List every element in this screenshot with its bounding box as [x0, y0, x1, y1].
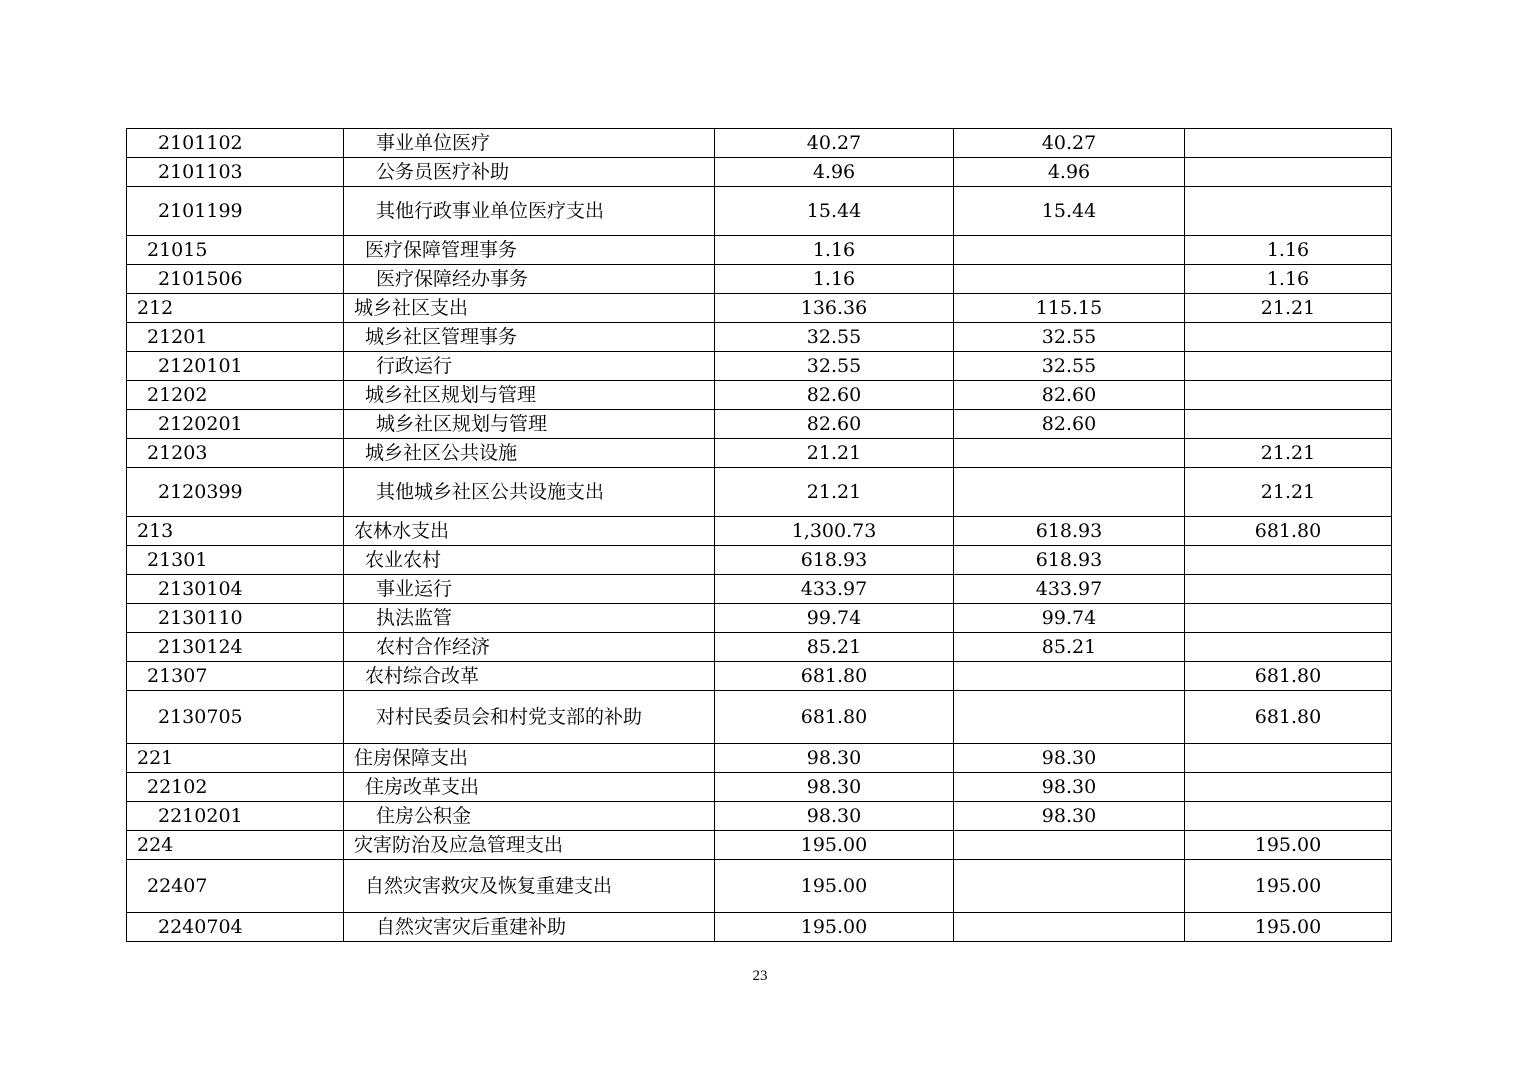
basic-expenditure-cell: 115.15 [954, 294, 1185, 323]
table-row [127, 158, 1392, 187]
table-row [127, 546, 1392, 575]
subject-name-cell: 其他行政事业单位医疗支出 [344, 187, 715, 236]
basic-expenditure-cell: 4.96 [954, 158, 1185, 187]
subject-code-cell: 2240704 [127, 913, 344, 942]
subject-code-cell: 2130104 [127, 575, 344, 604]
subject-name-cell: 对村民委员会和村党支部的补助 [344, 691, 715, 744]
subject-name-cell: 农林水支出 [344, 517, 715, 546]
subject-code-cell: 21301 [127, 546, 344, 575]
subject-code-cell: 2101102 [127, 129, 344, 158]
project-expenditure-cell [1185, 546, 1392, 575]
subject-code-cell: 2130705 [127, 691, 344, 744]
subject-name-cell: 其他城乡社区公共设施支出 [344, 468, 715, 517]
subject-code-cell: 2120399 [127, 468, 344, 517]
subject-code-cell: 2101506 [127, 265, 344, 294]
project-expenditure-cell: 195.00 [1185, 831, 1392, 860]
basic-expenditure-cell [954, 913, 1185, 942]
project-expenditure-cell [1185, 187, 1392, 236]
basic-expenditure-cell: 82.60 [954, 381, 1185, 410]
subject-name-cell: 自然灾害灾后重建补助 [344, 913, 715, 942]
subject-code-cell: 21307 [127, 662, 344, 691]
subject-code-cell: 2130110 [127, 604, 344, 633]
subject-code-cell: 21203 [127, 439, 344, 468]
subject-name-cell: 医疗保障管理事务 [344, 236, 715, 265]
subject-name-cell: 住房保障支出 [344, 744, 715, 773]
basic-expenditure-cell: 40.27 [954, 129, 1185, 158]
subject-code-cell: 21015 [127, 236, 344, 265]
subject-name-cell: 事业单位医疗 [344, 129, 715, 158]
total-amount-cell: 136.36 [715, 294, 954, 323]
subject-code-cell: 212 [127, 294, 344, 323]
basic-expenditure-cell [954, 439, 1185, 468]
basic-expenditure-cell [954, 662, 1185, 691]
project-expenditure-cell: 1.16 [1185, 265, 1392, 294]
basic-expenditure-cell [954, 468, 1185, 517]
project-expenditure-cell: 21.21 [1185, 294, 1392, 323]
project-expenditure-cell [1185, 381, 1392, 410]
subject-code-cell: 2120101 [127, 352, 344, 381]
subject-code-cell: 22407 [127, 860, 344, 913]
total-amount-cell: 1.16 [715, 265, 954, 294]
subject-code-cell: 224 [127, 831, 344, 860]
project-expenditure-cell: 681.80 [1185, 691, 1392, 744]
subject-code-cell: 221 [127, 744, 344, 773]
table-row [127, 913, 1392, 942]
basic-expenditure-cell: 98.30 [954, 744, 1185, 773]
subject-name-cell: 城乡社区管理事务 [344, 323, 715, 352]
table-row [127, 517, 1392, 546]
total-amount-cell: 1.16 [715, 236, 954, 265]
total-amount-cell: 4.96 [715, 158, 954, 187]
basic-expenditure-cell: 98.30 [954, 773, 1185, 802]
basic-expenditure-cell: 85.21 [954, 633, 1185, 662]
subject-name-cell: 住房公积金 [344, 802, 715, 831]
project-expenditure-cell [1185, 352, 1392, 381]
table-row [127, 773, 1392, 802]
total-amount-cell: 1,300.73 [715, 517, 954, 546]
subject-name-cell: 执法监管 [344, 604, 715, 633]
table-row [127, 381, 1392, 410]
table-row [127, 662, 1392, 691]
total-amount-cell: 681.80 [715, 662, 954, 691]
subject-name-cell: 城乡社区规划与管理 [344, 410, 715, 439]
project-expenditure-cell [1185, 802, 1392, 831]
basic-expenditure-cell [954, 860, 1185, 913]
table-row [127, 744, 1392, 773]
total-amount-cell: 32.55 [715, 323, 954, 352]
table-row [127, 860, 1392, 913]
table-row [127, 439, 1392, 468]
subject-name-cell: 自然灾害救灾及恢复重建支出 [344, 860, 715, 913]
project-expenditure-cell: 681.80 [1185, 517, 1392, 546]
table-row [127, 236, 1392, 265]
subject-code-cell: 2101199 [127, 187, 344, 236]
subject-name-cell: 农村综合改革 [344, 662, 715, 691]
total-amount-cell: 98.30 [715, 773, 954, 802]
project-expenditure-cell: 21.21 [1185, 439, 1392, 468]
total-amount-cell: 681.80 [715, 691, 954, 744]
subject-code-cell: 21202 [127, 381, 344, 410]
total-amount-cell: 99.74 [715, 604, 954, 633]
project-expenditure-cell [1185, 744, 1392, 773]
table-row [127, 352, 1392, 381]
basic-expenditure-cell [954, 691, 1185, 744]
subject-code-cell: 213 [127, 517, 344, 546]
total-amount-cell: 85.21 [715, 633, 954, 662]
project-expenditure-cell: 21.21 [1185, 468, 1392, 517]
table-row [127, 802, 1392, 831]
project-expenditure-cell [1185, 410, 1392, 439]
table-row [127, 691, 1392, 744]
subject-name-cell: 医疗保障经办事务 [344, 265, 715, 294]
basic-expenditure-cell: 618.93 [954, 546, 1185, 575]
total-amount-cell: 32.55 [715, 352, 954, 381]
subject-name-cell: 住房改革支出 [344, 773, 715, 802]
subject-code-cell: 22102 [127, 773, 344, 802]
subject-code-cell: 21201 [127, 323, 344, 352]
table-row [127, 604, 1392, 633]
subject-name-cell: 城乡社区支出 [344, 294, 715, 323]
project-expenditure-cell [1185, 158, 1392, 187]
total-amount-cell: 21.21 [715, 439, 954, 468]
basic-expenditure-cell: 32.55 [954, 352, 1185, 381]
project-expenditure-cell [1185, 129, 1392, 158]
basic-expenditure-cell [954, 236, 1185, 265]
total-amount-cell: 82.60 [715, 410, 954, 439]
total-amount-cell: 40.27 [715, 129, 954, 158]
total-amount-cell: 15.44 [715, 187, 954, 236]
subject-name-cell: 行政运行 [344, 352, 715, 381]
project-expenditure-cell [1185, 575, 1392, 604]
total-amount-cell: 21.21 [715, 468, 954, 517]
basic-expenditure-cell: 82.60 [954, 410, 1185, 439]
table-row [127, 633, 1392, 662]
table-row [127, 468, 1392, 517]
subject-name-cell: 农业农村 [344, 546, 715, 575]
page-number: 23 [752, 968, 768, 984]
subject-code-cell: 2120201 [127, 410, 344, 439]
subject-code-cell: 2101103 [127, 158, 344, 187]
subject-name-cell: 城乡社区公共设施 [344, 439, 715, 468]
project-expenditure-cell [1185, 773, 1392, 802]
budget-table-body [127, 129, 1392, 942]
total-amount-cell: 195.00 [715, 860, 954, 913]
total-amount-cell: 433.97 [715, 575, 954, 604]
basic-expenditure-cell: 15.44 [954, 187, 1185, 236]
table-row [127, 265, 1392, 294]
total-amount-cell: 98.30 [715, 802, 954, 831]
basic-expenditure-cell: 99.74 [954, 604, 1185, 633]
table-row [127, 323, 1392, 352]
subject-code-cell: 2130124 [127, 633, 344, 662]
subject-name-cell: 农村合作经济 [344, 633, 715, 662]
basic-expenditure-cell: 32.55 [954, 323, 1185, 352]
subject-name-cell: 公务员医疗补助 [344, 158, 715, 187]
subject-code-cell: 2210201 [127, 802, 344, 831]
project-expenditure-cell: 681.80 [1185, 662, 1392, 691]
table-row [127, 294, 1392, 323]
table-row [127, 575, 1392, 604]
basic-expenditure-cell [954, 831, 1185, 860]
project-expenditure-cell [1185, 604, 1392, 633]
total-amount-cell: 98.30 [715, 744, 954, 773]
total-amount-cell: 195.00 [715, 831, 954, 860]
table-row [127, 410, 1392, 439]
subject-name-cell: 城乡社区规划与管理 [344, 381, 715, 410]
basic-expenditure-cell: 618.93 [954, 517, 1185, 546]
project-expenditure-cell: 1.16 [1185, 236, 1392, 265]
project-expenditure-cell: 195.00 [1185, 913, 1392, 942]
project-expenditure-cell [1185, 633, 1392, 662]
total-amount-cell: 82.60 [715, 381, 954, 410]
basic-expenditure-cell [954, 265, 1185, 294]
subject-name-cell: 灾害防治及应急管理支出 [344, 831, 715, 860]
subject-name-cell: 事业运行 [344, 575, 715, 604]
table-row [127, 187, 1392, 236]
project-expenditure-cell [1185, 323, 1392, 352]
total-amount-cell: 195.00 [715, 913, 954, 942]
table-row [127, 129, 1392, 158]
table-row [127, 831, 1392, 860]
project-expenditure-cell: 195.00 [1185, 860, 1392, 913]
basic-expenditure-cell: 98.30 [954, 802, 1185, 831]
total-amount-cell: 618.93 [715, 546, 954, 575]
budget-table [126, 128, 1392, 942]
basic-expenditure-cell: 433.97 [954, 575, 1185, 604]
